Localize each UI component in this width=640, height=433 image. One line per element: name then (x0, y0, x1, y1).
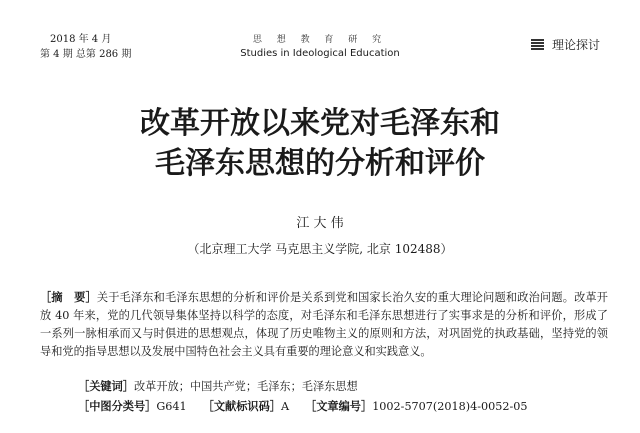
issue-date: 2018 年 4 月 (50, 34, 112, 45)
title-line-2: 毛泽东思想的分析和评价 (155, 146, 485, 181)
title-line-1: 改革开放以来党对毛泽东和 (140, 106, 500, 141)
abstract-label: ［摘 要］ (40, 290, 97, 304)
list-icon (531, 39, 544, 50)
issue-number: 第 4 期 总第 286 期 (40, 49, 132, 60)
journal-name-en: Studies in Ideological Education (240, 48, 400, 59)
author-name: 江 大 伟 (296, 216, 344, 231)
keywords (78, 378, 358, 394)
article-number-value: 1002-5707(2018)4-0052-05 (372, 400, 528, 413)
abstract (40, 288, 608, 361)
author-affiliation: （北京理工大学 马克思主义学院, 北京 102488） (187, 242, 453, 256)
article-number-label: ［文章编号］ (305, 399, 373, 413)
clc-label: ［中图分类号］ (78, 399, 157, 413)
abstract-text: 关于毛泽东和毛泽东思想的分析和评价是关系到党和国家长治久安的重大理论问题和政治问题。改革开放 40 年来，党的几代领导集体坚持以科学的态度，对毛泽东和毛泽东思想进行了实事求是的分析和评价，形成了一系列一脉相承而又与时俱进的思想观点，体现了历史唯物主义的原则和方法，对巩固党的执政基础，坚持党的领导和党的指导思想以及发展中国特色社会主义具有重要的理论意义和实践意义。 (40, 291, 608, 358)
journal-name-cn: 思 想 教 育 研 究 (252, 35, 388, 45)
keywords-text: 改革开放；中国共产党；毛泽东；毛泽东思想 (133, 380, 358, 393)
doc-code-label: ［文献标识码］ (202, 399, 281, 413)
article-title (0, 104, 640, 184)
doc-code-value: A (280, 400, 290, 413)
section-name: 理论探讨 (551, 38, 600, 52)
keywords-label: ［关键词］ (78, 379, 134, 393)
section-label (531, 36, 600, 53)
classification-info (78, 398, 528, 414)
clc-value: G641 (156, 400, 187, 413)
